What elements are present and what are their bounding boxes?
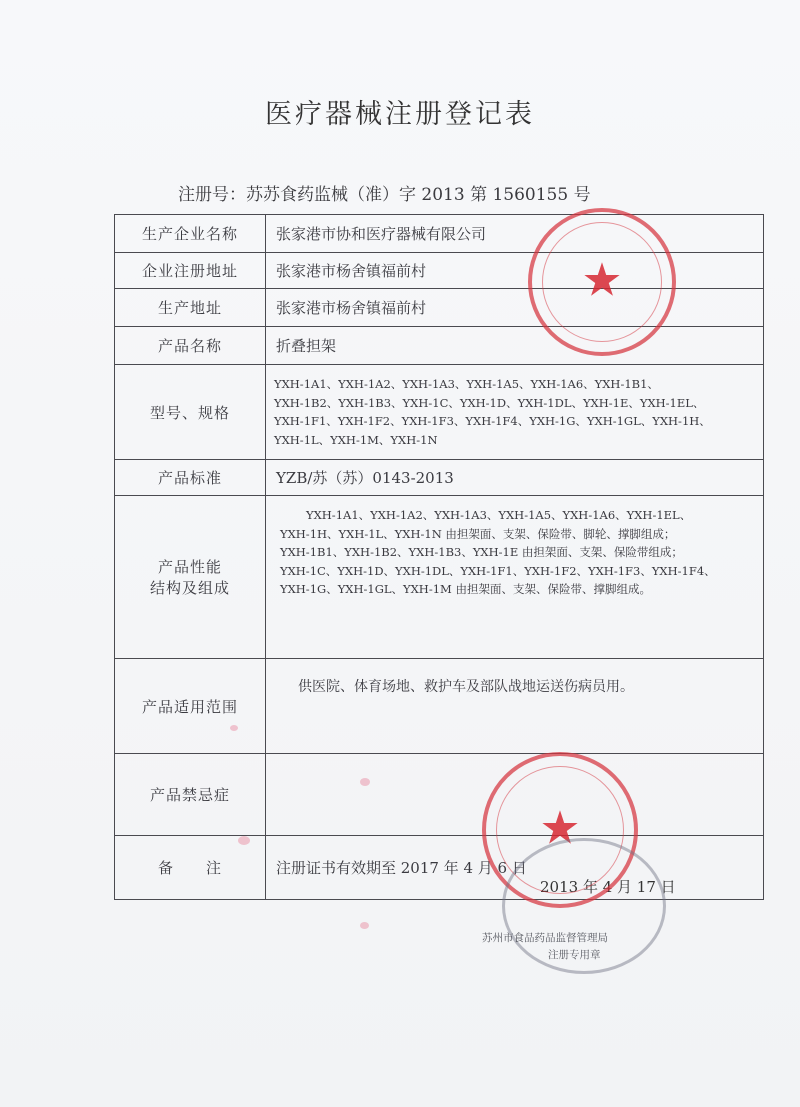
value-structure <box>266 496 764 659</box>
model-line: YXH-1B2、YXH-1B3、YXH-1C、YXH-1D、YXH-1DL、YXH-1E、YXH-1EL、 <box>274 395 705 410</box>
structure-line: YXH-1C、YXH-1D、YXH-1DL、YXH-1F1、YXH-1F2、YXH-1F3、YXH-1F4、 <box>280 563 716 578</box>
value-manufacturer: 张家港市协和医疗器械有限公司 <box>266 215 764 253</box>
label-product-name: 产品名称 <box>115 327 266 365</box>
registration-number: 注册号：苏苏食药监械（准）字 2013 第 1560155 号 <box>178 185 591 205</box>
value-product-standard: YZB/苏（苏）0143-2013 <box>266 460 764 496</box>
value-production-address: 张家港市杨舍镇福前村 <box>266 289 764 327</box>
table-row <box>115 365 764 460</box>
star-icon: ★ <box>581 252 623 307</box>
structure-line: YXH-1H、YXH-1L、YXH-1N 由担架面、支架、保险带、脚轮、撑脚组成； <box>280 526 676 541</box>
structure-line: YXH-1G、YXH-1GL、YXH-1M 由担架面、支架、保险带、撑脚组成。 <box>280 582 651 596</box>
structure-line: YXH-1B1、YXH-1B2、YXH-1B3、YXH-1E 由担架面、支架、保险带组成； <box>280 545 683 559</box>
ink-mark <box>360 922 369 929</box>
value-scope <box>266 659 764 754</box>
seal-authority-name: 苏州市食品药品监督管理局 <box>482 932 608 944</box>
ink-mark <box>360 778 370 786</box>
scope-text: 供医院、体育场地、救护车及部队战地运送伤病员用。 <box>298 679 634 695</box>
table-row <box>115 659 764 754</box>
structure-line: YXH-1A1、YXH-1A2、YXH-1A3、YXH-1A5、YXH-1A6、YXH-1EL、 <box>306 508 692 522</box>
value-product-name: 折叠担架 <box>266 327 764 365</box>
value-model-spec <box>266 365 764 460</box>
ink-mark <box>238 836 250 845</box>
star-icon: ★ <box>539 800 581 855</box>
value-registered-address: 张家港市杨舍镇福前村 <box>266 253 764 289</box>
table-row <box>115 496 764 659</box>
label-manufacturer: 生产企业名称 <box>115 215 266 253</box>
label-structure-line: 产品性能 <box>157 558 222 576</box>
label-structure <box>115 496 266 659</box>
table-row <box>115 754 764 836</box>
issue-date: 2013 年 4 月 17 日 <box>540 878 676 896</box>
label-contraindications: 产品禁忌症 <box>115 754 266 836</box>
ink-mark <box>230 725 238 731</box>
label-production-address: 生产地址 <box>115 289 266 327</box>
value-remarks: 注册证书有效期至 2017 年 4 月 6 日 <box>266 836 764 900</box>
label-model-spec: 型号、规格 <box>115 365 266 460</box>
label-structure-line: 结构及组成 <box>149 579 230 597</box>
label-product-standard: 产品标准 <box>115 460 266 496</box>
model-line: YXH-1F1、YXH-1F2、YXH-1F3、YXH-1F4、YXH-1G、YXH-1GL、YXH-1H、 <box>274 414 711 428</box>
table-row <box>115 460 764 496</box>
seal-subtitle: 注册专用章 <box>548 949 601 961</box>
document-title: 医疗器械注册登记表 <box>265 99 535 130</box>
label-registered-address: 企业注册地址 <box>115 253 266 289</box>
table-row <box>115 327 764 365</box>
label-remarks: 备 注 <box>115 836 266 900</box>
label-scope: 产品适用范围 <box>115 659 266 754</box>
model-line: YXH-1A1、YXH-1A2、YXH-1A3、YXH-1A5、YXH-1A6、YXH-1B1、 <box>274 377 659 391</box>
model-line: YXH-1L、YXH-1M、YXH-1N <box>274 432 438 447</box>
company-seal-stamp <box>528 208 676 356</box>
